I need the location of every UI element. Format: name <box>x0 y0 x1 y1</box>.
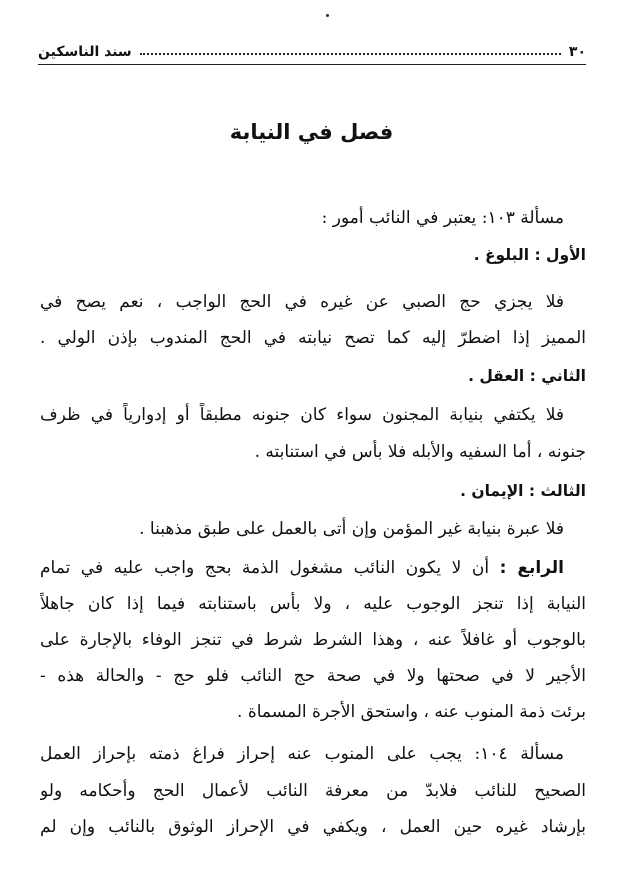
text-line: الصحيح للنائب فلابدّ من معرفة النائب لأعمال الحج وأحكامه ولو <box>40 781 586 801</box>
header-dot-leader <box>140 53 561 55</box>
header-rule <box>38 64 586 65</box>
text-line: برئت ذمة المنوب عنه ، واستحق الأجرة المسماة . <box>237 702 586 722</box>
running-header <box>38 36 586 60</box>
text-line: فلا يجزي حج الصبي عن غيره في الحج الواجب ، نعم يصح في <box>40 292 564 312</box>
text-line: الأجير لا في صحتها ولا في صحة حج النائب فلو حج - والحالة هذه - <box>40 666 586 686</box>
section-title: فصل في النيابة <box>229 120 394 144</box>
condition-heading-fourth: الرابع : <box>499 558 565 578</box>
text-line <box>40 556 586 580</box>
condition-heading-faith: الثالث : الإيمان . <box>460 482 586 500</box>
page-number: ٣٠ <box>568 44 586 60</box>
text-line-rest: أن لا يكون النائب مشغول الذمة بحج واجب عليه في تمام <box>40 558 490 578</box>
text-line: مسألة ١٠٤: يجب على المنوب عنه إحراز فراغ ذمته بإحراز العمل <box>40 744 564 764</box>
text-line: المميز إذا اضطرّ إليه كما تصح نيابته في الحج المندوب بإذن الولي . <box>40 328 586 348</box>
condition-heading-puberty: الأول : البلوغ . <box>473 246 586 264</box>
condition-heading-sanity: الثاني : العقل . <box>468 367 586 385</box>
text-line: مسألة ١٠٣: يعتبر في النائب أمور : <box>321 208 564 228</box>
text-line: جنونه ، أما السفيه والأبله فلا بأس في استنابته . <box>254 442 586 462</box>
book-title: سند الناسكين <box>38 44 132 60</box>
text-line: فلا عبرة بنيابة غير المؤمن وإن أتى بالعمل على طبق مذهبنا . <box>139 519 564 539</box>
text-line: بالوجوب أو غافلاً عنه ، وهذا الشرط شرط في تنجز الوفاء بالإجارة على <box>40 630 586 650</box>
text-line: بإرشاد غيره حين العمل ، ويكفي في الإحراز الوثوق بالنائب وإن لم <box>40 817 586 837</box>
page-speck <box>326 14 329 17</box>
text-line: فلا يكتفي بنيابة المجنون سواء كان جنونه مطبقاً أو إدوارياً في ظرف <box>40 405 564 425</box>
text-line: النيابة إذا تنجز الوجوب عليه ، ولا بأس باستنابته فيما إذا كان جاهلاً <box>40 594 586 614</box>
